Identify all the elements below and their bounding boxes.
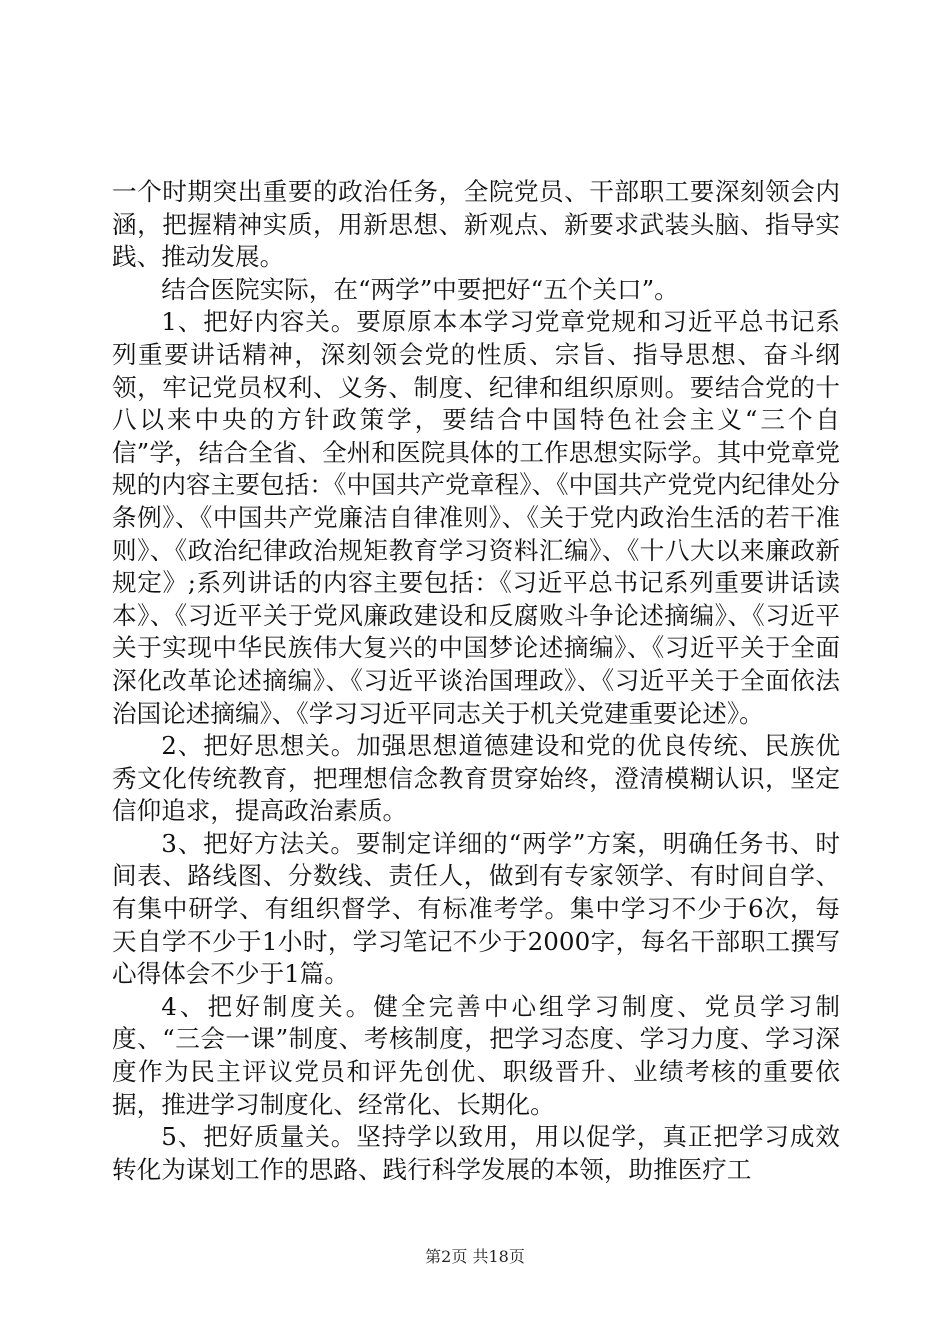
paragraph-method-checkpoint: 3、把好方法关。要制定详细的“两学”方案，明确任务书、时间表、路线图、分数线、责任人，做到有专家领学、有时间自学、有集中研学、有组织督学、有标准考学。集中学习不少于6次，每天自学不少于1小时，学习笔记不少于2000字，每名干部职工撰写心得体会不少于1篇。 [112, 828, 840, 989]
page-footer [0, 1244, 950, 1267]
paragraph-content-checkpoint: 1、把好内容关。要原原本本学习党章党规和习近平总书记系列重要讲话精神，深刻领会党的性质、宗旨、指导思想、奋斗纲领，牢记党员权利、义务、制度、纪律和组织原则。要结合党的十八以来中央的方针政策学，要结合中国特色社会主义“三个自信”学，结合全省、全州和医院具体的工作思想实际学。其中党章党规的内容主要包括：《中国共产党章程》、《中国共产党党内纪律处分条例》、《中国共产党廉洁自律准则》、《关于党内政治生活的若干准则》、《政治纪律政治规矩教育学习资料汇编》、《十八大以来廉政新规定》;系列讲话的内容主要包括：《习近平总书记系列重要讲话读本》、《习近平关于党风廉政建设和反腐败斗争论述摘编》、《习近平关于实现中华民族伟大复兴的中国梦论述摘编》、《习近平关于全面深化改革论述摘编》、《习近平谈治国理政》、《习近平关于全面依法治国论述摘编》、《学习习近平同志关于机关党建重要论述》。 [112, 307, 840, 728]
page-total: 共18页 [472, 1247, 525, 1266]
page-number: 第2页 [425, 1247, 468, 1266]
paragraph-continuation: 一个时期突出重要的政治任务，全院党员、干部职工要深刻领会内涵，把握精神实质，用新思想、新观点、新要求武装头脑、指导实践、推动发展。 [112, 177, 840, 272]
paragraph-thought-checkpoint: 2、把好思想关。加强思想道德建设和党的优良传统、民族优秀文化传统教育，把理想信念教育贯穿始终，澄清模糊认识，坚定信仰追求，提高政治素质。 [112, 731, 840, 826]
document-body [112, 176, 840, 1186]
paragraph-intro-five-checkpoints: 结合医院实际，在“两学”中要把好“五个关口”。 [161, 274, 679, 304]
paragraph-system-checkpoint: 4、把好制度关。健全完善中心组学习制度、党员学习制度、“三会一课”制度、考核制度，把学习态度、学习力度、学习深度作为民主评议党员和评先创优、职级晋升、业绩考核的重要依据，推进学习制度化、经常化、长期化。 [112, 991, 840, 1119]
paragraph-quality-checkpoint: 5、把好质量关。坚持学以致用，用以促学，真正把学习成效转化为谋划工作的思路、践行科学发展的本领，助推医疗工 [112, 1122, 840, 1184]
